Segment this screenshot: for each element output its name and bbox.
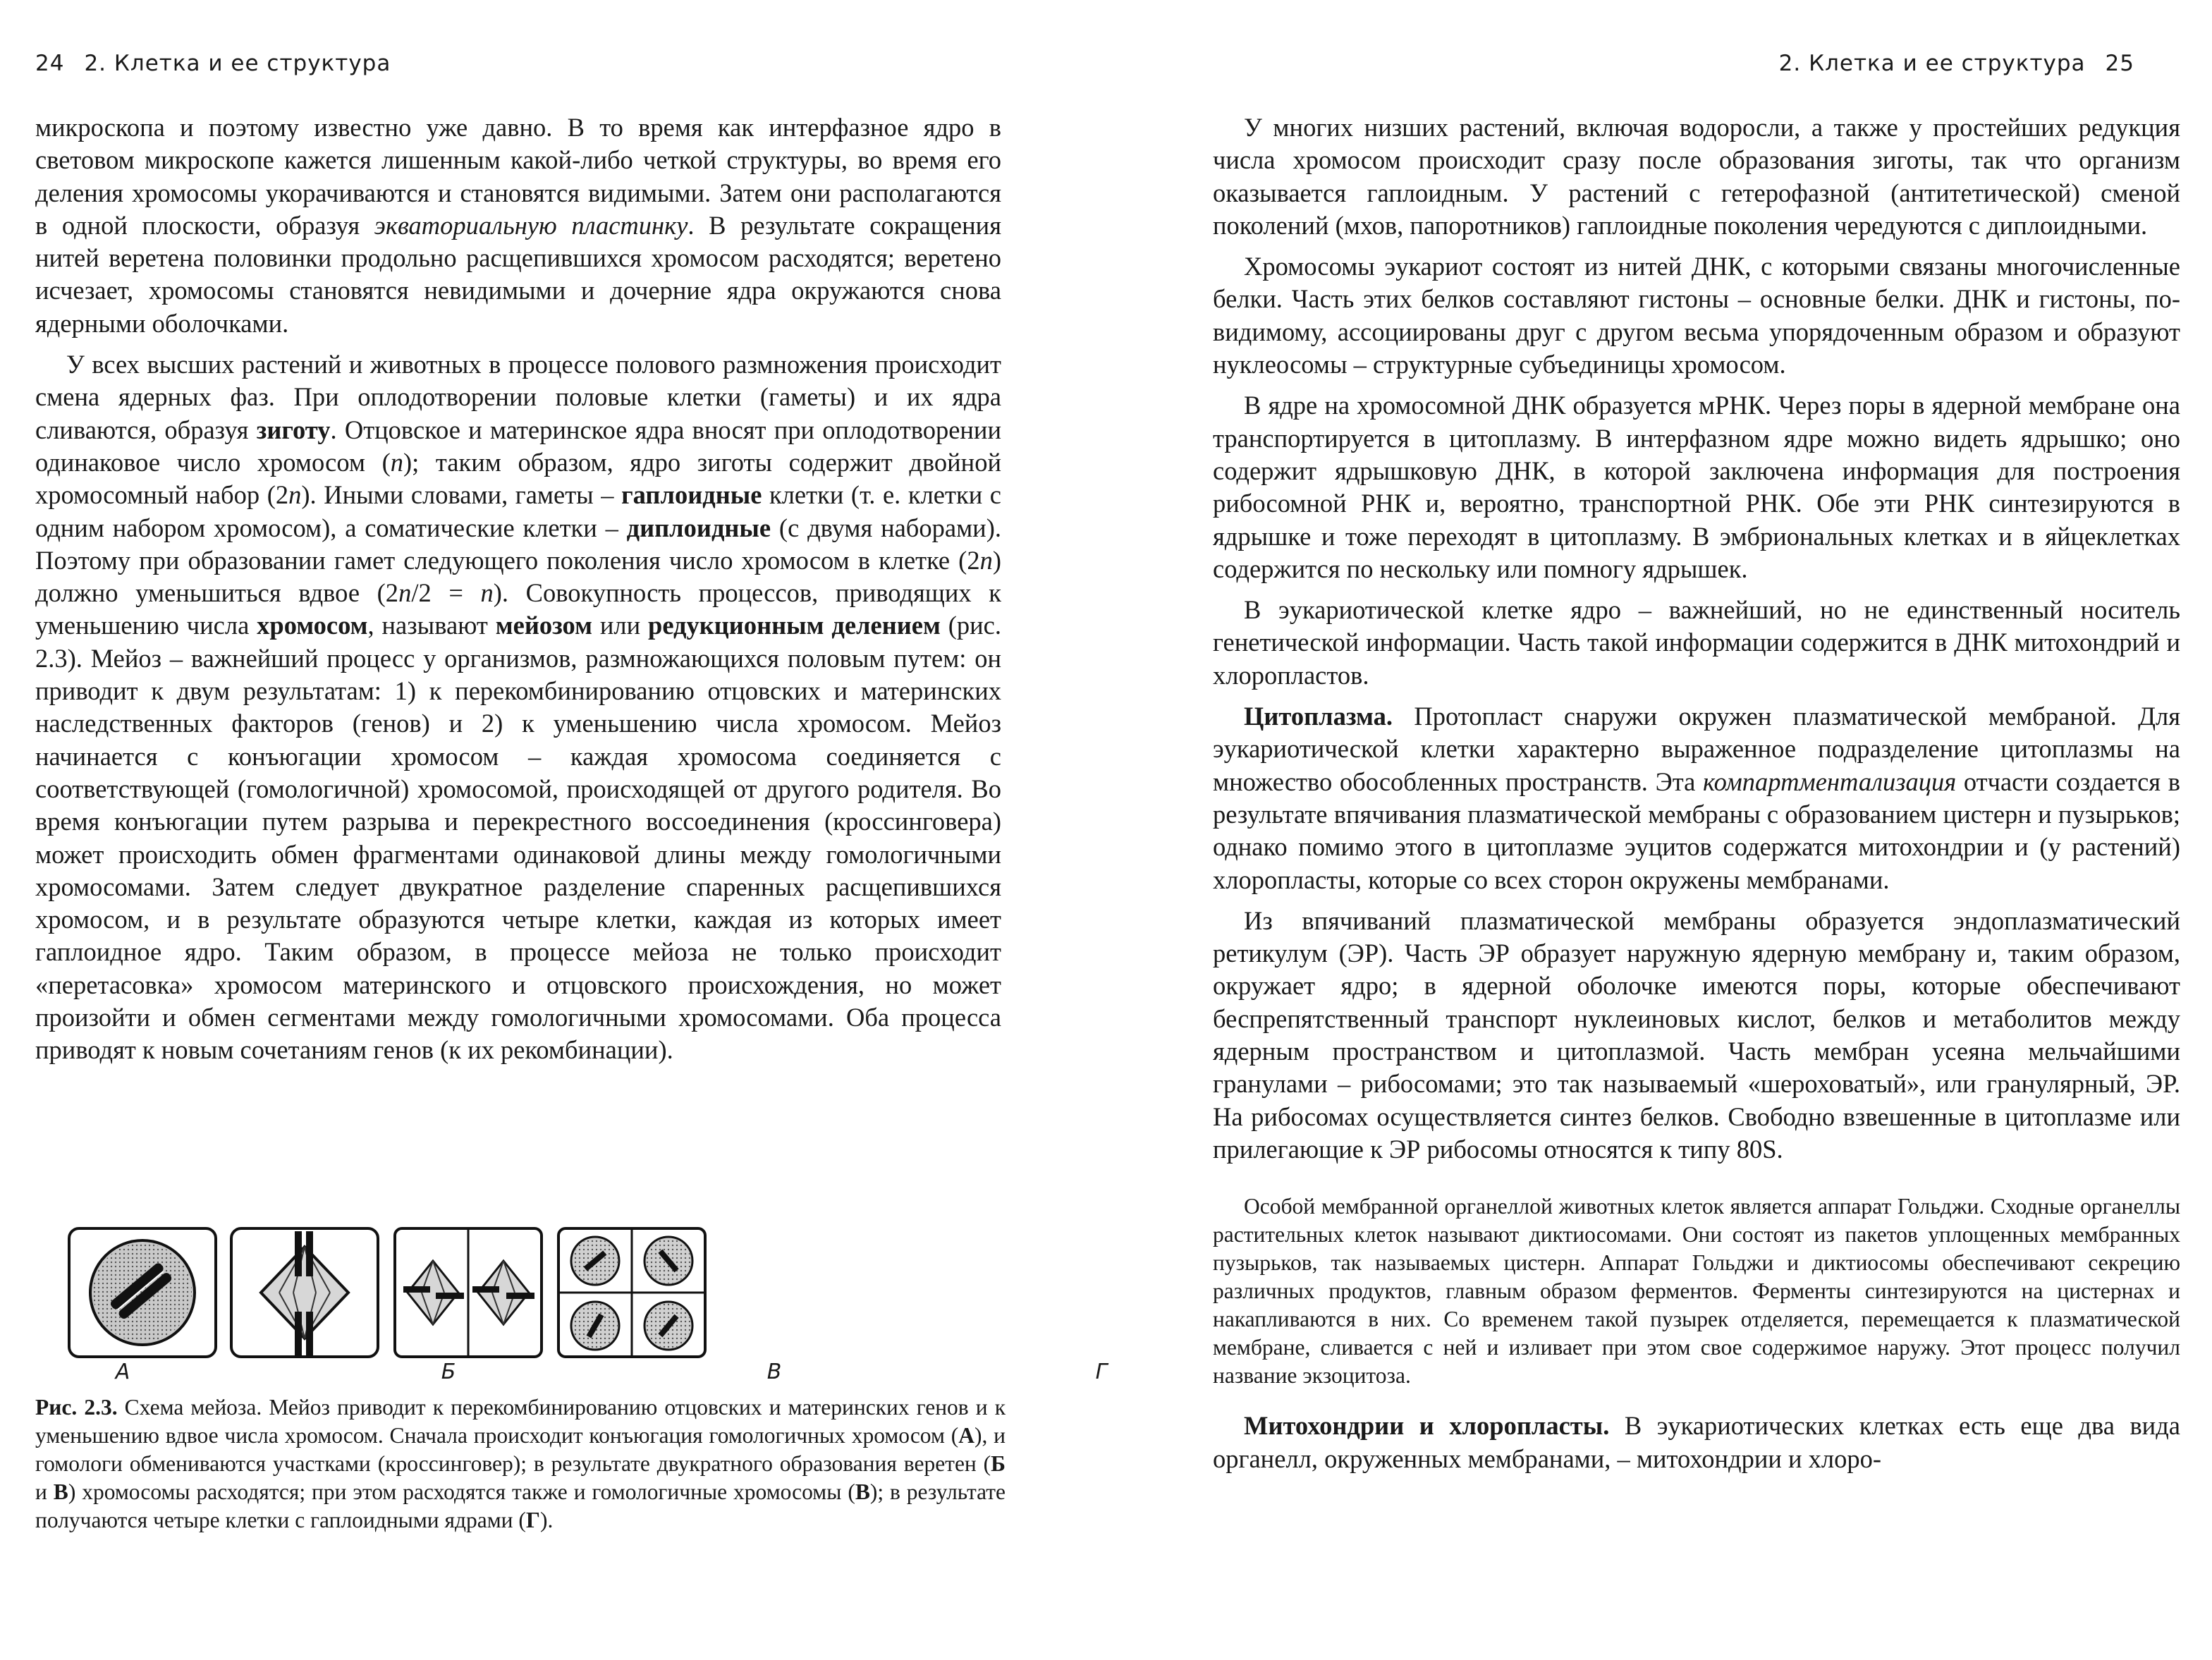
right-small-paragraph — [1213, 1192, 2180, 1390]
text-run: /2 = — [411, 578, 481, 608]
bold-term: Рис. 2.3. — [35, 1395, 118, 1420]
text-run: . Отцовское и материнское ядра вносят при оплодотворении одинаковое число хромосом ( — [35, 415, 1001, 477]
text-run: или — [592, 611, 649, 640]
bold-term: редукционным делением — [648, 611, 941, 640]
figure-panel-g — [557, 1227, 1108, 1384]
text-run: ) хромосомы расходятся; при этом расходятся также и гомологичные хромосомы ( — [68, 1479, 855, 1504]
text-run: ). Совокупность процессов, приводящих к уменьшению числа — [35, 578, 1002, 640]
left-paragraph — [35, 348, 1001, 1067]
text-run: В ядре на хромосомной ДНК образуется мРНК. Через поры в ядерной мембране она транспортируется в цитоплазму. В интерфазном ядре можно видеть ядрышко; оно содержит ядрышковую ДНК, в которой заключена информация для построения рибосомной РНК и, вероятно, транспортной РНК. Обе эти РНК синтезируются в ядрышке и тоже переходят в цитоплазму. В эмбриональных клетках и в яйцеклетках содержится по нескольку или помногу ядрышек. — [1213, 391, 2180, 583]
left-page-number: 24 — [35, 51, 65, 76]
bold-term: В — [855, 1479, 870, 1504]
right-paragraph — [1213, 250, 2180, 381]
text-run: ); таким образом, ядро зиготы содержит двойной хромосомный набор (2 — [35, 447, 1002, 510]
text-run: В эукариотической клетке ядро – важнейший, но не единственный носитель генетической информации. Часть такой информации содержится в ДНК митохондрий и хлоропластов. — [1213, 595, 2180, 690]
meiosis-figure — [68, 1227, 1108, 1384]
right-page — [1106, 0, 2212, 1660]
panel-label-a: А — [115, 1360, 130, 1384]
text-run: Из впячиваний плазматической мембраны образуется эндоплазматический ретикулум (ЭР). Часть ЭР образует наружную ядерную мембрану и, таким образом, окружает ядро; в ядерной оболочке имеются поры, которые обеспечивают беспрепятственный транспорт нуклеиновых кислот, белков и метаболитов между ядерным пространством и цитоплазмой. Часть мембран усеяна мельчайшими гранулами – рибосомами; это так называемый «шероховатый», или гранулярный, ЭР. На рибосомах осуществляется синтез белков. Свободно взвешенные в цитоплазме или прилегающие к ЭР рибосомы относятся к типу 80S. — [1213, 905, 2180, 1164]
left-running-head — [35, 51, 391, 76]
right-running-head — [1779, 51, 2134, 76]
italic-term: n — [288, 480, 302, 510]
text-run: (рис. 2.3). Мейоз – важнейший процесс у организмов, размножающихся половым путем: он приводит к двум результатам: 1) к перекомбинированию отцовских и материнских наследственных факторов (генов) и 2) к уменьшению числа хромосом. Мейоз начинается с конъюгации хромосом – каждая хромосома соединяется с соответствующей (гомологичной) хромосомой, происходящей от другого родителя. Во время конъюгации путем разрыва и перекрестного воссоединения (кроссинговера) может происходить обмен фрагментами одинаковой длины между гомологичными хромосомами. Затем следует двукратное разделение спаренных расщепившихся хромосом, и в результате образуются четыре клетки, каждая из которых имеет гаплоидное ядро. Таким образом, в процессе мейоза не только происходит «перетасовка» хромосом материнского и отцовского происхождения, но может произойти и обмен сегментами между гомологичными хромосомами. Оба процесса приводят к новым сочетаниям генов (к их рекомбинации). — [35, 611, 1001, 1065]
italic-term: n — [979, 545, 993, 575]
text-run: . В результате сокращения нитей веретена половинки продольно расщепившихся хромосом расходятся; веретено исчезает, хромосомы становятся невидимыми и дочерние ядра окружаются снова ядерными оболочками. — [35, 210, 1001, 338]
italic-term: n — [398, 578, 412, 608]
italic-term: компартментализация — [1702, 767, 1957, 796]
bold-term: диплоидные — [626, 513, 771, 542]
text-run: В эукариотических клетках есть еще два вида органелл, окруженных мембранами, – митохондрии и хлоро- — [1213, 1411, 2180, 1473]
figure-panel-b — [230, 1227, 456, 1384]
bold-term: хромосом — [257, 611, 368, 640]
text-run: Хромосомы эукариот состоят из нитей ДНК, с которыми связаны многочисленные белки. Часть этих белков составляют гистоны – основные белки. ДНК и гистоны, по-видимому, ассоциированы друг с другом весьма упорядоченным образом и образуют нуклеосомы – структурные субъединицы хромосом. — [1213, 252, 2180, 379]
panel-label-v: В — [766, 1360, 782, 1384]
right-body-text — [1213, 111, 2180, 1475]
panel-label-g: Г — [1095, 1360, 1108, 1384]
figure-caption — [35, 1393, 1006, 1534]
bold-term: В — [53, 1479, 68, 1504]
left-body-text — [35, 111, 1001, 1067]
bold-term: Цитоплазма. — [1244, 702, 1393, 731]
panel-g-drawing — [557, 1227, 707, 1358]
panel-label-b: Б — [441, 1360, 456, 1384]
panel-v-drawing — [393, 1227, 543, 1358]
left-running-head-title: 2. Клетка и ее структура — [84, 51, 391, 76]
figure-panel-v — [393, 1227, 782, 1384]
italic-term: экваториальную пластинку — [374, 210, 688, 240]
bold-term: зиготу — [256, 415, 331, 444]
italic-term: n — [390, 447, 403, 477]
bold-term: Г — [525, 1508, 540, 1532]
bold-term: мейозом — [495, 611, 592, 640]
text-run: Особой мембранной органеллой животных клеток является аппарат Гольджи. Сходные органеллы растительных клеток называют диктиосомами. Они состоят из пакетов уплощенных мембранных пузырьков, так называемых цистерн. Аппарат Гольджи и диктиосомы обеспечивают секрецию различных продуктов, главным образом ферментов. Ферменты синтезируются на цистернах и накапливаются в них. Со временем такой пузырек отделяется, перемещается к плазматической мембране, сливается с ней и изливает при этом свое содержимое наружу. Этот процесс получил название экзоцитоза. — [1213, 1194, 2180, 1389]
right-paragraph — [1213, 594, 2180, 692]
text-run: и — [35, 1479, 54, 1504]
text-run: Схема мейоза. Мейоз приводит к перекомбинированию отцовских и материнских генов и к уменьшению вдвое числа хромосом. Сначала происходит конъюгация гомологичных хромосом ( — [35, 1395, 1006, 1448]
text-run: У всех высших растений и животных в процессе полового размножения происходит смена ядерных фаз. При оплодотворении половые клетки (гаметы) и их ядра сливаются, образуя — [35, 350, 1001, 444]
italic-term: n — [480, 578, 494, 608]
right-page-number: 25 — [2105, 51, 2134, 76]
text-run: ). Иными словами, гаметы – — [301, 480, 622, 510]
text-run: ), и гомологи обмениваются участками (кроссинговер); в результате двукратного образования веретен ( — [35, 1423, 1006, 1476]
panel-a-drawing — [68, 1227, 217, 1358]
text-run: отчасти создается в результате впячивания плазматической мембраны с образованием цистерн и пузырьков; однако помимо этого в цитоплазме эуцитов содержатся митохондрии и (у растений) хлоропласты, которые со всех сторон окружены мембранами. — [1213, 767, 2180, 894]
text-run: клетки (т. е. клетки с одним набором хромосом), а соматические клетки – — [35, 480, 1001, 542]
bold-term: А — [958, 1423, 974, 1448]
text-run: ). — [539, 1508, 554, 1532]
text-run: У многих низших растений, включая водоросли, а также у простейших редукция числа хромосом происходит сразу после образования зиготы, так что организм оказывается гаплоидным. У растений с гетерофазной (антитетической) сменой поколений (мхов, папоротников) гаплоидные поколения чередуются с диплоидными. — [1213, 113, 2180, 240]
figure-panel-a — [68, 1227, 217, 1384]
right-paragraph — [1213, 905, 2180, 1166]
bold-term: гаплоидные — [621, 480, 762, 510]
text-run: (с двумя наборами). Поэтому при образовании гамет следующего поколения число хромосом в клетке (2 — [35, 513, 1001, 575]
right-paragraph — [1213, 389, 2180, 585]
left-paragraph — [35, 111, 1001, 340]
text-run: , называют — [367, 611, 496, 640]
text-run: ); в результате получаются четыре клетки с гаплоидными ядрами ( — [35, 1479, 1006, 1532]
right-paragraph — [1213, 700, 2180, 896]
panel-b-drawing — [230, 1227, 379, 1358]
right-paragraph — [1213, 1410, 2180, 1475]
right-paragraph — [1213, 111, 2180, 242]
text-run: микроскопа и поэтому известно уже давно. В то время как интерфазное ядро в световом микроскопе кажется лишенным какой-либо четкой структуры, во время его деления хромосомы укорачиваются и становятся видимыми. Затем они располагаются в одной плоскости, образуя — [35, 113, 1001, 240]
text-run: Протопласт снаружи окружен плазматической мембраной. Для эукариотической клетки характерно выраженное подразделение цитоплазмы на множество обособленных пространств. Эта — [1213, 702, 2180, 796]
right-running-head-title: 2. Клетка и ее структура — [1778, 51, 2086, 76]
bold-term: Б — [991, 1451, 1006, 1476]
text-run: ) должно уменьшиться вдвое (2 — [35, 545, 1001, 608]
bold-term: Митохондрии и хлоропласты. — [1244, 1411, 1610, 1441]
